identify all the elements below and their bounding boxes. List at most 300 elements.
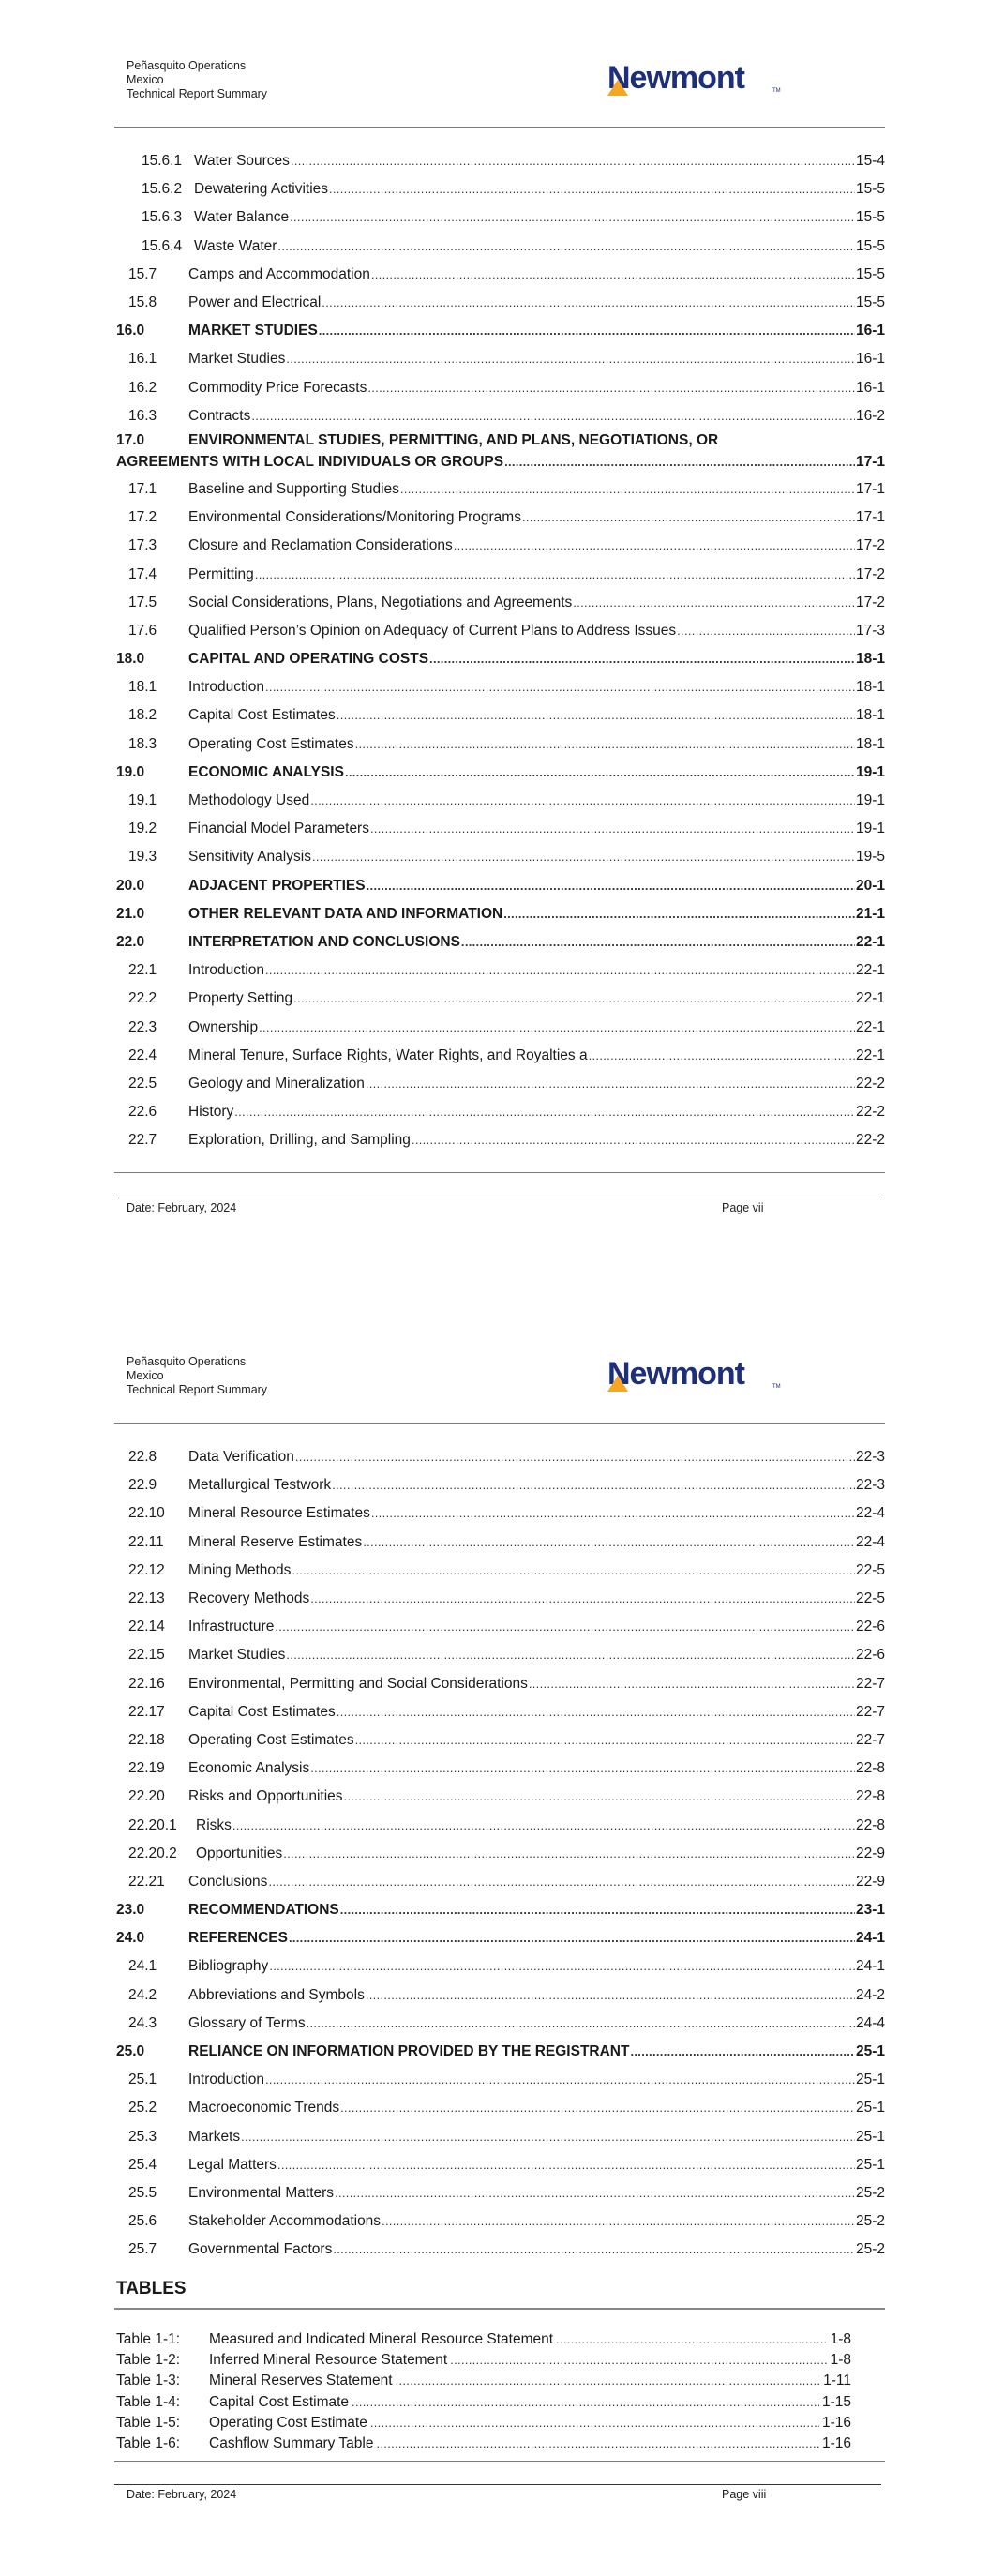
toc-number: 17.0 [116, 431, 145, 448]
toc-number: 22.11 [128, 1533, 164, 1550]
toc-title: Metallurgical Testwork [188, 1477, 332, 1494]
toc-leader [255, 566, 855, 583]
toc-number: 22.4 [128, 1047, 157, 1063]
toc-title: Dewatering Activities [194, 181, 329, 198]
toc-entry-chapter[interactable] [116, 317, 885, 345]
toc-title: Camps and Accommodation [188, 265, 370, 282]
toc-page: 16-1 [855, 379, 885, 396]
toc-leader [412, 1132, 855, 1149]
toc-number: 17.3 [128, 537, 157, 554]
toc-entry[interactable] [116, 402, 885, 430]
toc-entry[interactable] [116, 2236, 885, 2264]
toc-title: Stakeholder Accommodations [188, 2213, 382, 2230]
toc-entry-chapter[interactable] [116, 900, 885, 928]
toc-page: 22-7 [855, 1703, 885, 1720]
toc-entry[interactable] [116, 1443, 885, 1471]
toc-page: 18-1 [855, 651, 885, 668]
toc-entry-chapter[interactable] [116, 430, 885, 475]
toc-title: Capital Cost Estimates [188, 1703, 336, 1720]
toc-page: 22-5 [855, 1590, 885, 1607]
toc-number: 22.20.2 [128, 1845, 177, 1861]
list-of-tables [116, 2329, 851, 2454]
toc-page: 15-5 [855, 265, 885, 282]
toc-entry-chapter[interactable] [116, 872, 885, 900]
toc-number: 15.6.4 [142, 237, 183, 254]
toc-page: 17-1 [855, 480, 885, 497]
toc-entry[interactable] [116, 701, 885, 730]
toc-entry-chapter[interactable] [116, 1924, 885, 1952]
header-divider [114, 127, 885, 128]
toc-number: 25.3 [128, 2128, 157, 2145]
toc-leader [677, 623, 855, 640]
toc-entry[interactable] [116, 2066, 885, 2094]
toc-leader [355, 1732, 855, 1749]
toc-entry[interactable] [116, 1013, 885, 1041]
table-list-entry[interactable] [116, 2433, 851, 2454]
toc-leader [337, 1704, 855, 1721]
toc-entry[interactable] [116, 1670, 885, 1698]
logo-wordmark: Newmont [607, 1356, 744, 1392]
table-list-entry[interactable] [116, 2350, 851, 2371]
toc-number: 16.0 [116, 323, 145, 339]
toc-title: ECONOMIC ANALYSIS [188, 763, 344, 780]
table-list-entry[interactable] [116, 2413, 851, 2433]
toc-title: ENVIRONMENTAL STUDIES, PERMITTING, AND PLANS, NEGOTIATIONS, OR [188, 431, 719, 448]
toc-page: 20-1 [855, 877, 885, 894]
toc-title: Legal Matters [188, 2156, 277, 2173]
toc-number: 17.4 [128, 565, 157, 582]
table-list-entry[interactable] [116, 2371, 851, 2391]
toc-number: 22.8 [128, 1449, 157, 1466]
toc-number: 18.0 [116, 651, 145, 668]
toc-title: Conclusions [188, 1873, 268, 1890]
toc-leader [371, 1505, 855, 1522]
toc-leader [293, 990, 855, 1007]
toc-entry[interactable] [116, 985, 885, 1013]
toc-page: 17-2 [855, 565, 885, 582]
toc-title: Abbreviations and Symbols [188, 1986, 365, 2003]
toc-title: Waste Water [194, 237, 277, 254]
toc-page: 22-6 [855, 1619, 885, 1635]
toc-page: 22-5 [855, 1561, 885, 1578]
toc-leader [265, 962, 855, 979]
toc-title: Sensitivity Analysis [188, 849, 311, 866]
table-number: Table 1-3: [116, 2373, 181, 2389]
toc-page: 18-1 [855, 707, 885, 724]
toc-leader [589, 1047, 855, 1064]
toc-page: 25-1 [855, 2071, 885, 2088]
toc-entry[interactable] [116, 2094, 885, 2122]
toc-leader [310, 1760, 855, 1777]
toc-title: Mineral Reserve Estimates [188, 1533, 363, 1550]
toc-page: 17-2 [855, 537, 885, 554]
toc-page: 19-1 [855, 792, 885, 809]
toc-leader [310, 792, 855, 809]
toc-entry[interactable] [116, 1529, 885, 1557]
toc-leader [337, 707, 855, 724]
toc-page: 22-1 [855, 1047, 885, 1063]
toc-entry[interactable] [116, 1641, 885, 1669]
toc-page: 15-4 [855, 153, 885, 170]
toc-entry[interactable] [116, 532, 885, 560]
toc-leader [234, 1104, 855, 1121]
toc-page: 15-5 [855, 294, 885, 311]
toc-title: Introduction [188, 962, 264, 979]
toc-number: 17.2 [128, 509, 157, 526]
table-page: 1-16 [821, 2414, 851, 2431]
toc-leader [269, 1958, 855, 1975]
toc-number: 21.0 [116, 905, 145, 922]
logo-wordmark: Newmont [607, 60, 744, 96]
toc-page: 22-1 [855, 933, 885, 950]
table-leader [376, 2435, 819, 2452]
toc-number: 22.9 [128, 1477, 157, 1494]
toc-page: 19-5 [855, 849, 885, 866]
toc-number: 22.21 [128, 1873, 165, 1890]
toc-page: 22-3 [855, 1449, 885, 1466]
header-operation-name: Peñasquito Operations [127, 1355, 247, 1368]
toc-entry[interactable] [116, 1613, 885, 1641]
toc-page: 18-1 [855, 679, 885, 696]
toc-entry[interactable] [116, 617, 885, 645]
toc-leader [289, 1930, 855, 1947]
toc-entry[interactable] [116, 815, 885, 843]
toc-title: Glossary of Terms [188, 2014, 306, 2031]
toc-title: Environmental Considerations/Monitoring Programs [188, 509, 521, 526]
toc-title: Environmental Matters [188, 2184, 335, 2201]
toc-entry[interactable] [116, 1868, 885, 1896]
toc-page: 25-2 [855, 2241, 885, 2258]
toc-number: 22.17 [128, 1703, 165, 1720]
tables-heading-divider [114, 2308, 885, 2310]
toc-entry[interactable] [116, 1499, 885, 1528]
toc-title: Mineral Tenure, Surface Rights, Water Rights, and Royalties a [188, 1047, 588, 1063]
toc-number: 19.1 [128, 792, 157, 809]
toc-leader [291, 153, 855, 170]
toc-entry[interactable] [116, 1783, 885, 1811]
toc-title: Contracts [188, 407, 251, 424]
toc-number: 15.8 [128, 294, 157, 311]
table-title: Mineral Reserves Statement [209, 2373, 393, 2389]
toc-number: 18.2 [128, 707, 157, 724]
toc-leader [503, 906, 855, 923]
toc-leader [322, 294, 855, 311]
toc-number: 19.3 [128, 849, 157, 866]
toc-title: CAPITAL AND OPERATING COSTS [188, 651, 429, 668]
table-title: Operating Cost Estimate [209, 2414, 367, 2431]
toc-page: 23-1 [855, 1902, 885, 1919]
toc-leader [344, 1788, 855, 1805]
toc-title: Commodity Price Forecasts [188, 379, 367, 396]
toc-page: 25-1 [855, 2128, 885, 2145]
toc-leader [329, 181, 855, 198]
toc-entry[interactable] [116, 233, 885, 261]
toc-page: 21-1 [855, 905, 885, 922]
toc-leader [573, 595, 855, 611]
toc-title: Social Considerations, Plans, Negotiations and Agreements [188, 594, 573, 610]
toc-page: 16-2 [855, 407, 885, 424]
toc-entry-chapter[interactable] [116, 645, 885, 673]
toc-leader [454, 537, 855, 554]
toc-entry[interactable] [116, 1981, 885, 2010]
toc-leader [332, 1477, 855, 1494]
logo-trademark: TM [772, 1384, 781, 1390]
toc-entry[interactable] [116, 1042, 885, 1070]
toc-number: 25.4 [128, 2156, 157, 2173]
toc-entry[interactable] [116, 1126, 885, 1154]
toc-number: 24.1 [128, 1958, 157, 1975]
toc-number: 19.2 [128, 821, 157, 837]
toc-number: 22.16 [128, 1675, 165, 1692]
toc-title: Capital Cost Estimates [188, 707, 336, 724]
toc-page: 22-8 [855, 1760, 885, 1777]
footer-page-number: Page viii [722, 2488, 767, 2501]
toc-page: 22-9 [855, 1873, 885, 1890]
toc-entry[interactable] [116, 1471, 885, 1499]
page-header-text [127, 1355, 267, 1397]
toc-leader [286, 351, 855, 368]
toc-title: Water Sources [194, 153, 290, 170]
toc-entry[interactable] [116, 261, 885, 289]
toc-number: 22.15 [128, 1647, 165, 1664]
toc-page: 22-8 [855, 1816, 885, 1833]
toc-page: 22-4 [855, 1505, 885, 1522]
toc-number: 22.14 [128, 1619, 165, 1635]
toc-entry-chapter[interactable] [116, 2038, 885, 2066]
toc-leader [429, 651, 855, 668]
toc-page: 16-1 [855, 323, 885, 339]
table-leader [352, 2394, 819, 2411]
toc-title: Financial Model Parameters [188, 821, 369, 837]
toc-number: 18.1 [128, 679, 157, 696]
toc-entry[interactable] [116, 560, 885, 588]
toc-entry[interactable] [116, 1840, 885, 1868]
toc-entry[interactable] [116, 504, 885, 532]
toc-leader [363, 1534, 855, 1551]
footer-divider [114, 2484, 881, 2485]
toc-leader [371, 266, 855, 283]
toc-title: Opportunities [196, 1845, 283, 1861]
toc-entry[interactable] [116, 1585, 885, 1613]
toc-title: Market Studies [188, 351, 286, 368]
toc-leader [345, 764, 855, 781]
toc-title: INTERPRETATION AND CONCLUSIONS [188, 933, 460, 950]
toc-page: 22-8 [855, 1788, 885, 1805]
toc-entry[interactable] [116, 787, 885, 815]
toc-page: 22-4 [855, 1533, 885, 1550]
toc-entry-chapter[interactable] [116, 928, 885, 957]
toc-leader [333, 2241, 855, 2258]
toc-title: REFERENCES [188, 1930, 288, 1947]
toc-leader [382, 2213, 855, 2230]
toc-leader [400, 481, 855, 498]
toc-leader [275, 1619, 855, 1635]
toc-entry[interactable] [116, 731, 885, 759]
toc-number: 22.20 [128, 1788, 165, 1805]
toc-entry[interactable] [116, 673, 885, 701]
toc-title: ADJACENT PROPERTIES [188, 877, 366, 894]
toc-page: 19-1 [855, 763, 885, 780]
toc-title: Qualified Person’s Opinion on Adequacy of Current Plans to Address Issues [188, 622, 677, 639]
toc-leader [265, 2071, 855, 2088]
logo-triangle-icon [607, 1376, 628, 1392]
toc-number: 17.1 [128, 480, 157, 497]
toc-title: Recovery Methods [188, 1590, 310, 1607]
toc-leader [259, 1019, 855, 1036]
toc-number: 22.13 [128, 1590, 165, 1607]
toc-entry[interactable] [116, 843, 885, 871]
logo-triangle-icon [607, 80, 628, 96]
toc-number: 22.0 [116, 933, 145, 950]
toc-number: 22.6 [128, 1104, 157, 1121]
toc-title: Operating Cost Estimates [188, 735, 354, 752]
toc-page: 22-7 [855, 1731, 885, 1748]
toc-number: 22.3 [128, 1018, 157, 1035]
header-divider [114, 1423, 885, 1424]
toc-page: 15-5 [855, 209, 885, 226]
toc-number: 15.6.1 [142, 153, 183, 170]
toc-entry[interactable] [116, 957, 885, 985]
table-title: Capital Cost Estimate [209, 2393, 350, 2410]
table-list-entry[interactable] [116, 2392, 851, 2413]
toc-page: 25-1 [855, 2043, 885, 2060]
toc-entry[interactable] [116, 1698, 885, 1726]
toc-title: Economic Analysis [188, 1760, 310, 1777]
tables-heading: TABLES [116, 2279, 187, 2298]
toc-leader [310, 1590, 855, 1607]
toc-leader [268, 1874, 855, 1891]
toc-leader [319, 323, 855, 339]
table-leader [396, 2373, 821, 2389]
toc-number: 25.5 [128, 2184, 157, 2201]
toc-entry[interactable] [116, 2010, 885, 2038]
toc-number: 24.0 [116, 1930, 145, 1947]
logo-trademark: TM [772, 88, 781, 94]
toc-number: 22.1 [128, 962, 157, 979]
table-number: Table 1-5: [116, 2414, 181, 2431]
toc-page: 25-2 [855, 2184, 885, 2201]
toc-entry[interactable] [116, 147, 885, 175]
toc-entry[interactable] [116, 475, 885, 504]
toc-page: 22-9 [855, 1845, 885, 1861]
toc-entry[interactable] [116, 175, 885, 203]
toc-leader [367, 380, 855, 397]
content-end-divider [114, 2461, 885, 2462]
toc-title: Data Verification [188, 1449, 294, 1466]
toc-page: 25-1 [855, 2156, 885, 2173]
toc-page: 22-3 [855, 1477, 885, 1494]
toc-title: Property Setting [188, 990, 293, 1007]
toc-leader [251, 408, 855, 425]
toc-title: Mineral Resource Estimates [188, 1505, 370, 1522]
toc-page: 22-2 [855, 1104, 885, 1121]
toc-entry[interactable] [116, 2123, 885, 2151]
table-title: Inferred Mineral Resource Statement [209, 2352, 448, 2369]
toc-leader [277, 238, 855, 255]
toc-entry[interactable] [116, 1952, 885, 1981]
toc-title: RELIANCE ON INFORMATION PROVIDED BY THE REGISTRANT [188, 2043, 630, 2060]
toc-number: 25.6 [128, 2213, 157, 2230]
toc-title: Market Studies [188, 1647, 286, 1664]
toc-number: 17.5 [128, 594, 157, 610]
toc-entry[interactable] [116, 203, 885, 232]
toc-entry[interactable] [116, 1070, 885, 1098]
toc-leader [312, 849, 855, 866]
toc-number: 25.1 [128, 2071, 157, 2088]
toc-number: 23.0 [116, 1902, 145, 1919]
toc-entry[interactable] [116, 345, 885, 373]
toc-leader [295, 1449, 855, 1466]
toc-entry[interactable] [116, 1098, 885, 1126]
toc-title: Baseline and Supporting Studies [188, 480, 399, 497]
header-country: Mexico [127, 73, 164, 86]
toc-page: 17-3 [855, 622, 885, 639]
table-page: 1-8 [830, 2352, 851, 2369]
toc-page: 22-2 [855, 1075, 885, 1092]
toc-title: History [188, 1104, 234, 1121]
toc-leader [340, 2100, 855, 2117]
toc-page: 15-5 [855, 181, 885, 198]
toc-entry-chapter[interactable] [116, 1896, 885, 1924]
toc-title: Risks and Opportunities [188, 1788, 343, 1805]
toc-page: 16-1 [855, 351, 885, 368]
toc-title: OTHER RELEVANT DATA AND INFORMATION [188, 905, 503, 922]
toc-page: 25-1 [855, 2100, 885, 2117]
toc-page: 17-1 [855, 453, 885, 470]
table-page: 1-8 [830, 2331, 851, 2348]
table-of-contents [116, 1443, 885, 2264]
toc-title: Introduction [188, 2071, 264, 2088]
toc-entry[interactable] [116, 589, 885, 617]
header-report-type: Technical Report Summary [127, 87, 268, 100]
toc-leader [630, 2043, 854, 2060]
toc-leader [340, 1902, 855, 1919]
toc-title: Governmental Factors [188, 2241, 333, 2258]
toc-title: Operating Cost Estimates [188, 1731, 354, 1748]
toc-entry[interactable] [116, 1726, 885, 1755]
toc-entry[interactable] [116, 1557, 885, 1585]
table-number: Table 1-4: [116, 2393, 181, 2410]
toc-entry-chapter[interactable] [116, 759, 885, 787]
table-leader [450, 2352, 827, 2369]
header-country: Mexico [127, 1369, 164, 1382]
toc-number: 24.3 [128, 2014, 157, 2031]
header-operation-name: Peñasquito Operations [127, 59, 247, 72]
toc-entry[interactable] [116, 1755, 885, 1783]
toc-page: 24-1 [855, 1930, 885, 1947]
toc-number: 24.2 [128, 1986, 157, 2003]
toc-title: Introduction [188, 679, 264, 696]
newmont-logo [607, 1356, 786, 1397]
toc-leader [277, 2157, 855, 2174]
table-list-entry[interactable] [116, 2329, 851, 2350]
toc-page: 19-1 [855, 821, 885, 837]
toc-entry[interactable] [116, 1811, 885, 1839]
toc-number: 15.6.3 [142, 209, 183, 226]
toc-entry[interactable] [116, 289, 885, 317]
toc-entry[interactable] [116, 2179, 885, 2207]
toc-leader [292, 1562, 855, 1579]
toc-page: 24-4 [855, 2014, 885, 2031]
toc-title: Water Balance [194, 209, 290, 226]
page-header-text [127, 59, 267, 101]
toc-entry[interactable] [116, 2207, 885, 2236]
toc-number: 15.7 [128, 265, 157, 282]
toc-entry[interactable] [116, 374, 885, 402]
toc-entry[interactable] [116, 2151, 885, 2179]
toc-title-continued: AGREEMENTS WITH LOCAL INDIVIDUALS OR GROUPS [116, 453, 504, 470]
newmont-logo [607, 60, 786, 101]
